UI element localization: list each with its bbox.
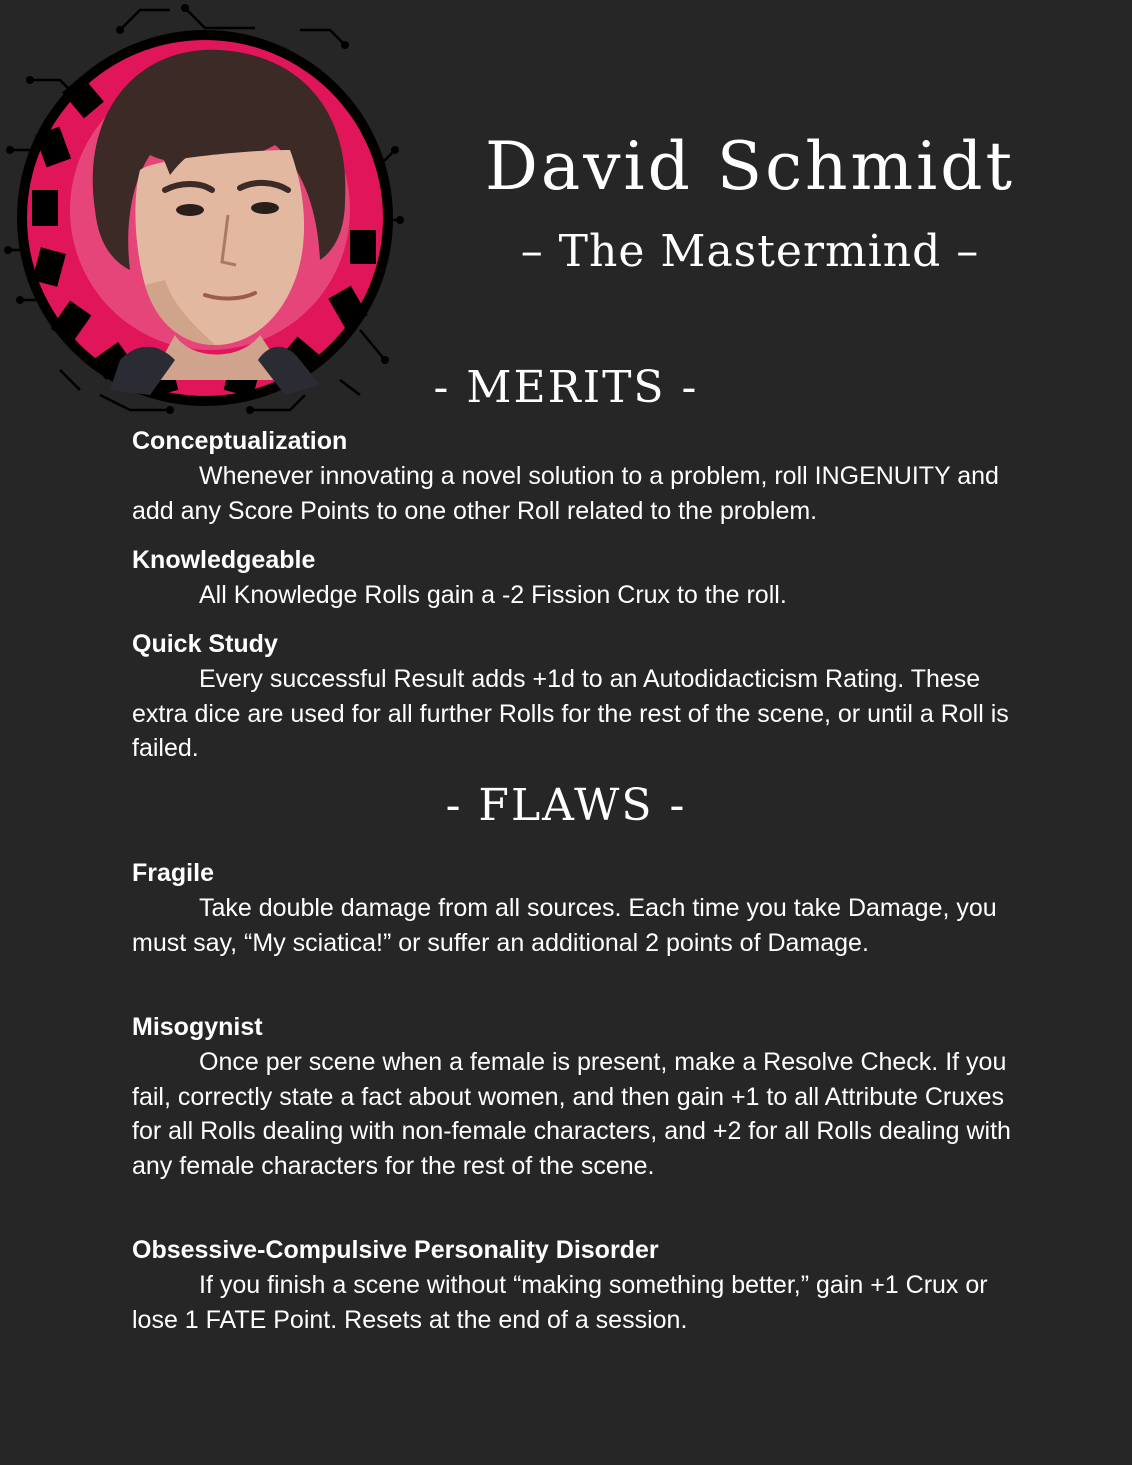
flaw-entry-misogynist xyxy=(132,1011,1012,1184)
merit-entry-conceptualization xyxy=(132,425,1012,528)
merits-heading: - MERITS - xyxy=(433,362,699,413)
flaws-heading: - FLAWS - xyxy=(445,780,687,831)
merit-description: Whenever innovating a novel solution to a problem, roll INGENUITY and add any Score Points to one other Roll related to the problem. xyxy=(132,462,999,525)
flaw-description: Once per scene when a female is present, make a Resolve Check. If you fail, correctly state a fact about women, and then gain +1 to all Attribute Cruxes for all Rolls dealing with non-female characters, and +2 for all Rolls dealing with any female characters for the rest of the scene. xyxy=(132,1048,1011,1181)
flaw-description: If you finish a scene without “making something better,” gain +1 Crux or lose 1 FATE Point. Resets at the end of a session. xyxy=(132,1271,988,1334)
merit-title: Knowledgeable xyxy=(132,546,316,574)
merit-entry-quick-study xyxy=(132,628,1012,766)
merit-description: Every successful Result adds +1d to an Autodidacticism Rating. These extra dice are used for all further Rolls for the rest of the scene, or until a Roll is failed. xyxy=(132,665,1009,763)
character-portrait xyxy=(0,0,420,420)
merit-title: Conceptualization xyxy=(132,427,348,455)
flaw-description: Take double damage from all sources. Each time you take Damage, you must say, “My sciatica!” or suffer an additional 2 points of Damage. xyxy=(132,894,997,957)
flaw-entry-ocpd xyxy=(132,1234,1012,1337)
flaw-title: Fragile xyxy=(132,859,214,887)
flaw-title: Misogynist xyxy=(132,1013,263,1041)
merit-description: All Knowledge Rolls gain a -2 Fission Crux to the roll. xyxy=(199,581,787,609)
merit-title: Quick Study xyxy=(132,630,278,658)
flaw-title: Obsessive-Compulsive Personality Disorder xyxy=(132,1236,659,1264)
flaw-entry-fragile xyxy=(132,857,1012,960)
merit-entry-knowledgeable xyxy=(132,544,1012,613)
character-title: – The Mastermind – xyxy=(520,226,980,277)
character-name: David Schmidt xyxy=(484,128,1016,205)
